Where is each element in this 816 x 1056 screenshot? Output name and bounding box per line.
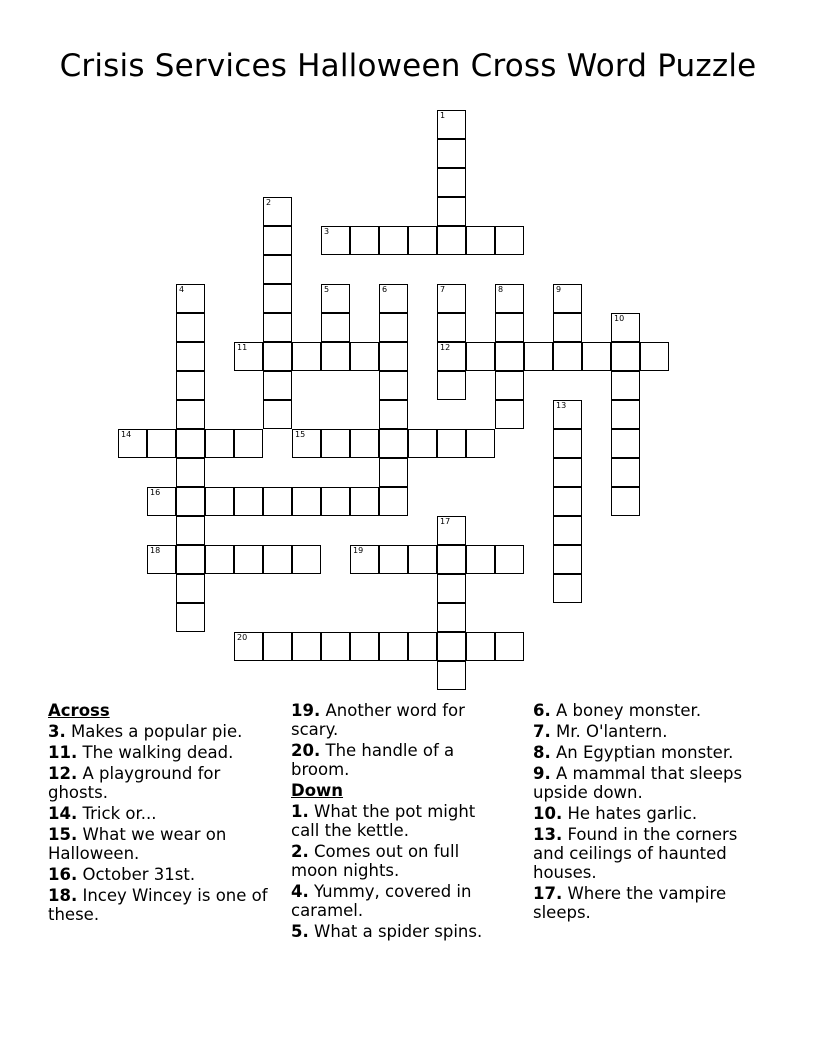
clue-number: 19 — [353, 546, 364, 555]
grid-cell[interactable] — [611, 487, 640, 516]
clue-number: 2 — [266, 198, 272, 207]
grid-cell[interactable] — [466, 226, 495, 255]
grid-cell[interactable] — [437, 371, 466, 400]
grid-cell[interactable] — [611, 371, 640, 400]
grid-cell[interactable] — [147, 487, 176, 516]
grid-cell[interactable] — [379, 284, 408, 313]
down-clue-5: 5. What a spider spins. — [291, 922, 483, 941]
grid-cell[interactable] — [263, 400, 292, 429]
grid-cell[interactable] — [437, 632, 466, 661]
grid-cell[interactable] — [553, 400, 582, 429]
clue-number: 9 — [556, 285, 562, 294]
grid-cell[interactable] — [495, 313, 524, 342]
grid-cell[interactable] — [176, 313, 205, 342]
grid-cell[interactable] — [292, 487, 321, 516]
grid-cell[interactable] — [263, 284, 292, 313]
grid-cell[interactable] — [147, 545, 176, 574]
down-clue-1: 1. What the pot might call the kettle. — [291, 802, 476, 840]
grid-cell[interactable] — [379, 371, 408, 400]
clue-number: 5 — [324, 285, 330, 294]
grid-cell[interactable] — [263, 197, 292, 226]
grid-cell[interactable] — [234, 632, 263, 661]
grid-cell[interactable] — [466, 632, 495, 661]
across-clue-19: 19. Another word for scary. — [291, 701, 465, 739]
grid-cell[interactable] — [350, 226, 379, 255]
clue-number: 15 — [295, 430, 306, 439]
grid-cell[interactable] — [292, 429, 321, 458]
grid-cell[interactable] — [495, 284, 524, 313]
grid-cell[interactable] — [263, 226, 292, 255]
clue-number: 6 — [382, 285, 388, 294]
grid-cell[interactable] — [437, 429, 466, 458]
clue-number: 1 — [440, 111, 446, 120]
grid-cell[interactable] — [611, 342, 640, 371]
clue-number: 18 — [150, 546, 161, 555]
grid-cell[interactable] — [321, 429, 350, 458]
grid-cell[interactable] — [350, 342, 379, 371]
clue-number: 13 — [556, 401, 567, 410]
clue-number: 12 — [440, 343, 451, 352]
grid-cell[interactable] — [611, 458, 640, 487]
across-clue-18: 18. Incey Wincey is one of these. — [48, 886, 268, 924]
grid-cell[interactable] — [408, 632, 437, 661]
grid-cell[interactable] — [263, 487, 292, 516]
clue-column-2 — [291, 701, 506, 943]
grid-cell[interactable] — [437, 603, 466, 632]
clue-number: 16 — [150, 488, 161, 497]
grid-cell[interactable] — [321, 342, 350, 371]
grid-cell[interactable] — [176, 603, 205, 632]
grid-cell[interactable] — [147, 429, 176, 458]
grid-cell[interactable] — [321, 313, 350, 342]
grid-cell[interactable] — [437, 168, 466, 197]
across-clue-15: 15. What we wear on Halloween. — [48, 825, 227, 863]
clue-number: 10 — [614, 314, 625, 323]
grid-cell[interactable] — [321, 632, 350, 661]
grid-cell[interactable] — [234, 342, 263, 371]
grid-cell[interactable] — [292, 342, 321, 371]
grid-cell[interactable] — [437, 516, 466, 545]
down-clue-2: 2. Comes out on full moon nights. — [291, 842, 460, 880]
clue-column-3 — [533, 701, 768, 924]
grid-cell[interactable] — [321, 487, 350, 516]
clue-number: 11 — [237, 343, 248, 352]
grid-cell[interactable] — [234, 487, 263, 516]
grid-cell[interactable] — [437, 574, 466, 603]
grid-cell[interactable] — [176, 429, 205, 458]
clue-number: 3 — [324, 227, 330, 236]
grid-cell[interactable] — [292, 632, 321, 661]
grid-cell[interactable] — [234, 545, 263, 574]
grid-cell[interactable] — [205, 487, 234, 516]
grid-cell[interactable] — [263, 313, 292, 342]
grid-cell[interactable] — [234, 429, 263, 458]
grid-cell[interactable] — [408, 226, 437, 255]
grid-cell[interactable] — [176, 487, 205, 516]
grid-cell[interactable] — [553, 516, 582, 545]
grid-cell[interactable] — [553, 545, 582, 574]
across-header: Across — [48, 701, 110, 720]
grid-cell[interactable] — [437, 139, 466, 168]
clue-number: 20 — [237, 633, 248, 642]
page-title: Crisis Services Halloween Cross Word Puzzle — [59, 48, 757, 84]
grid-cell[interactable] — [263, 342, 292, 371]
grid-cell[interactable] — [118, 429, 147, 458]
down-clue-10: 10. He hates garlic. — [533, 804, 698, 823]
down-clue-7: 7. Mr. O'lantern. — [533, 722, 668, 741]
grid-cell[interactable] — [379, 632, 408, 661]
grid-cell[interactable] — [379, 458, 408, 487]
clue-number: 4 — [179, 285, 185, 294]
grid-cell[interactable] — [437, 313, 466, 342]
down-clue-8: 8. An Egyptian monster. — [533, 743, 734, 762]
grid-cell[interactable] — [582, 342, 611, 371]
grid-cell[interactable] — [495, 371, 524, 400]
grid-cell[interactable] — [437, 110, 466, 139]
grid-cell[interactable] — [321, 284, 350, 313]
grid-cell[interactable] — [495, 632, 524, 661]
grid-cell[interactable] — [553, 458, 582, 487]
grid-cell[interactable] — [553, 284, 582, 313]
grid-cell[interactable] — [176, 458, 205, 487]
grid-cell[interactable] — [176, 516, 205, 545]
down-header: Down — [291, 781, 344, 800]
grid-cell[interactable] — [408, 429, 437, 458]
grid-cell[interactable] — [379, 400, 408, 429]
grid-cell[interactable] — [553, 574, 582, 603]
grid-cell[interactable] — [524, 342, 553, 371]
clue-number: 8 — [498, 285, 504, 294]
grid-cell[interactable] — [176, 371, 205, 400]
grid-cell[interactable] — [437, 342, 466, 371]
across-clue-14: 14. Trick or... — [48, 804, 157, 823]
grid-cell[interactable] — [437, 226, 466, 255]
down-clue-9: 9. A mammal that sleeps upside down. — [533, 764, 743, 802]
grid-cell[interactable] — [176, 574, 205, 603]
grid-cell[interactable] — [263, 632, 292, 661]
grid-cell[interactable] — [205, 429, 234, 458]
grid-cell[interactable] — [379, 342, 408, 371]
clue-number: 14 — [121, 430, 132, 439]
across-clue-12: 12. A playground for ghosts. — [48, 764, 221, 802]
grid-cell[interactable] — [379, 545, 408, 574]
grid-cell[interactable] — [379, 226, 408, 255]
grid-cell[interactable] — [408, 545, 437, 574]
grid-cell[interactable] — [611, 313, 640, 342]
across-clue-16: 16. October 31st. — [48, 865, 196, 884]
grid-cell[interactable] — [263, 371, 292, 400]
grid-cell[interactable] — [437, 545, 466, 574]
grid-cell[interactable] — [611, 400, 640, 429]
grid-cell[interactable] — [350, 487, 379, 516]
grid-cell[interactable] — [437, 661, 466, 690]
across-clue-3: 3. Makes a popular pie. — [48, 722, 243, 741]
grid-cell[interactable] — [176, 400, 205, 429]
across-clue-11: 11. The walking dead. — [48, 743, 234, 762]
grid-cell[interactable] — [466, 429, 495, 458]
clue-column-1 — [48, 701, 273, 926]
grid-cell[interactable] — [350, 545, 379, 574]
grid-cell[interactable] — [437, 284, 466, 313]
grid-cell[interactable] — [495, 400, 524, 429]
grid-cell[interactable] — [379, 313, 408, 342]
grid-cell[interactable] — [553, 313, 582, 342]
across-clue-20: 20. The handle of a broom. — [291, 741, 455, 779]
grid-cell[interactable] — [350, 632, 379, 661]
grid-cell[interactable] — [176, 284, 205, 313]
grid-cell[interactable] — [176, 342, 205, 371]
grid-cell[interactable] — [437, 197, 466, 226]
down-clue-4: 4. Yummy, covered in caramel. — [291, 882, 472, 920]
clue-number: 7 — [440, 285, 446, 294]
down-clue-6: 6. A boney monster. — [533, 701, 702, 720]
grid-cell[interactable] — [553, 342, 582, 371]
grid-cell[interactable] — [263, 545, 292, 574]
grid-cell[interactable] — [292, 545, 321, 574]
grid-cell[interactable] — [553, 487, 582, 516]
clue-number: 17 — [440, 517, 451, 526]
grid-cell[interactable] — [640, 342, 669, 371]
grid-cell[interactable] — [379, 429, 408, 458]
grid-cell[interactable] — [466, 545, 495, 574]
grid-cell[interactable] — [263, 255, 292, 284]
grid-cell[interactable] — [611, 429, 640, 458]
grid-cell[interactable] — [495, 226, 524, 255]
grid-cell[interactable] — [321, 226, 350, 255]
grid-cell[interactable] — [379, 487, 408, 516]
grid-cell[interactable] — [350, 429, 379, 458]
grid-cell[interactable] — [205, 545, 234, 574]
grid-cell[interactable] — [495, 342, 524, 371]
down-clue-17: 17. Where the vampire sleeps. — [533, 884, 727, 922]
down-clue-13: 13. Found in the corners and ceilings of haunted houses. — [533, 825, 738, 882]
grid-cell[interactable] — [495, 545, 524, 574]
grid-cell[interactable] — [176, 545, 205, 574]
grid-cell[interactable] — [553, 429, 582, 458]
grid-cell[interactable] — [466, 342, 495, 371]
